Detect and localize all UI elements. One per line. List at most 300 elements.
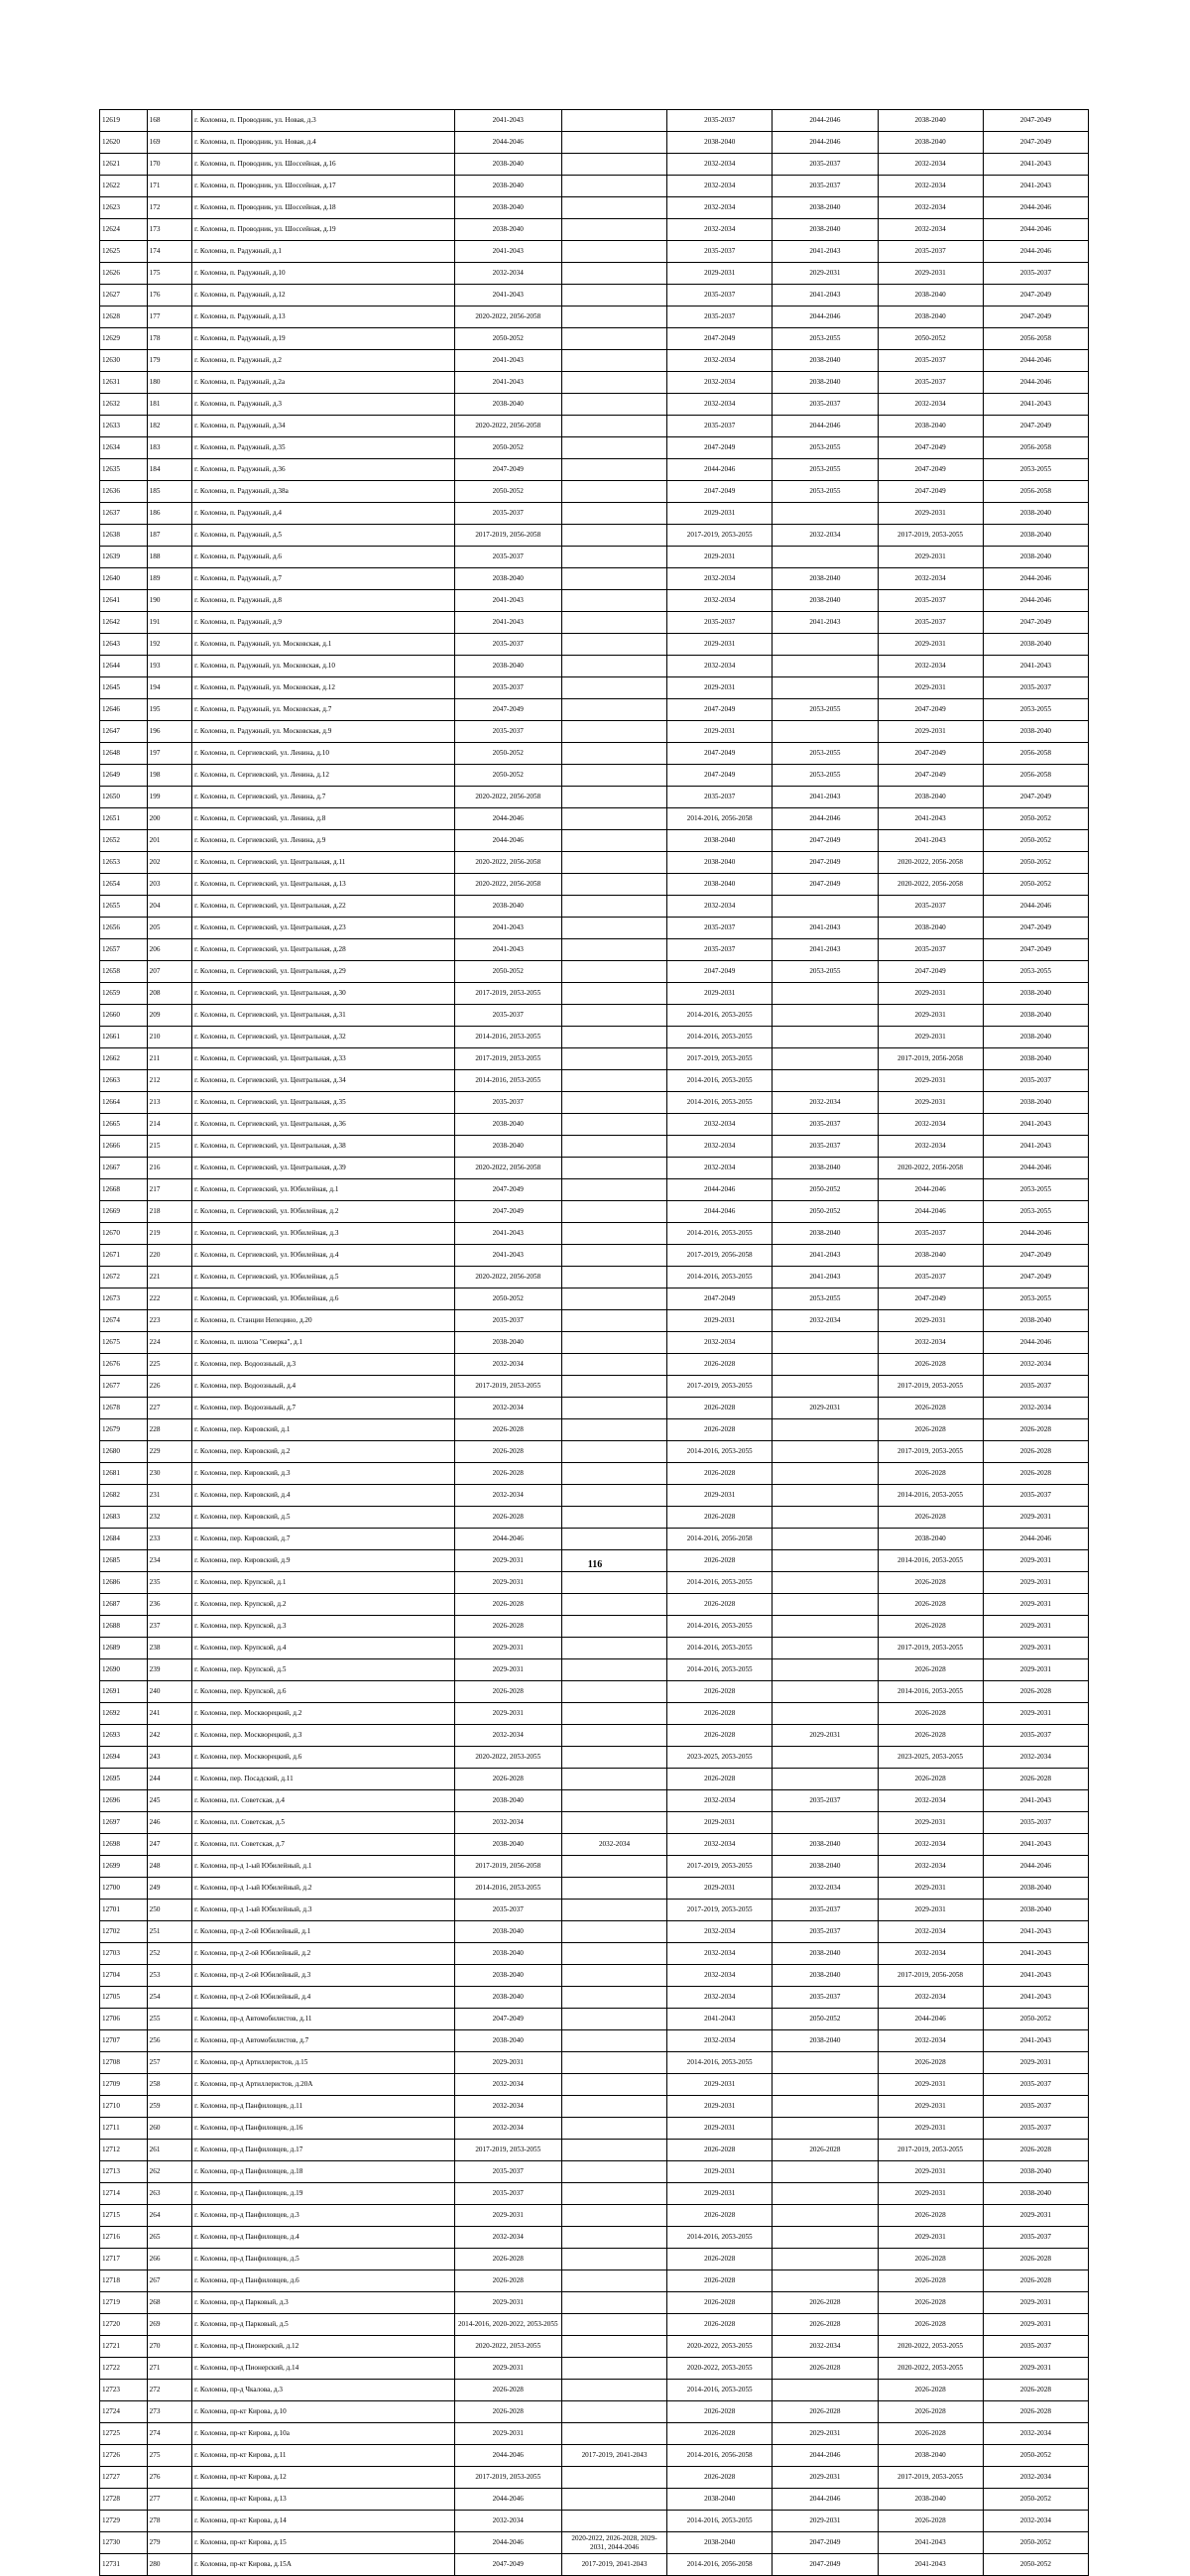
cell-period-4 xyxy=(773,656,878,677)
table-body xyxy=(100,110,1089,2576)
cell-period-3: 2029-2031 xyxy=(667,2183,773,2205)
table-row xyxy=(100,808,1089,830)
cell-period-4 xyxy=(773,1048,878,1070)
cell-item-number: 226 xyxy=(147,1376,192,1398)
cell-period-5: 2044-2046 xyxy=(878,2009,983,2030)
cell-period-1: 2026-2028 xyxy=(454,1594,561,1616)
cell-period-2 xyxy=(561,2270,666,2292)
cell-period-2 xyxy=(561,743,666,765)
cell-period-3: 2032-2034 xyxy=(667,394,773,416)
cell-period-1: 2032-2034 xyxy=(454,2074,561,2096)
cell-period-4 xyxy=(773,1027,878,1048)
cell-row-number: 12719 xyxy=(100,2292,148,2314)
cell-period-6: 2038-2040 xyxy=(983,1005,1088,1027)
cell-period-3: 2032-2034 xyxy=(667,1332,773,1354)
cell-period-3: 2029-2031 xyxy=(667,547,773,568)
cell-address: г. Коломна, пр-кт Кирова, д.10 xyxy=(192,2401,454,2423)
cell-period-2 xyxy=(561,2292,666,2314)
cell-row-number: 12669 xyxy=(100,1201,148,1223)
cell-address: г. Коломна, пр-д Панфиловцев, д.5 xyxy=(192,2249,454,2270)
cell-period-5: 2035-2037 xyxy=(878,590,983,612)
cell-item-number: 279 xyxy=(147,2532,192,2554)
cell-period-1: 2026-2028 xyxy=(454,1419,561,1441)
cell-period-1: 2020-2022, 2056-2058 xyxy=(454,1158,561,1179)
table-row xyxy=(100,2467,1089,2489)
cell-period-5: 2038-2040 xyxy=(878,2445,983,2467)
cell-address: г. Коломна, п. Сергиевский, ул. Центральная, д.23 xyxy=(192,918,454,939)
cell-period-1: 2020-2022, 2056-2058 xyxy=(454,416,561,437)
cell-period-1: 2044-2046 xyxy=(454,808,561,830)
cell-period-1: 2032-2034 xyxy=(454,2511,561,2532)
cell-period-3: 2014-2016, 2053-2055 xyxy=(667,1572,773,1594)
cell-period-4: 2035-2037 xyxy=(773,394,878,416)
cell-period-5: 2032-2034 xyxy=(878,1114,983,1136)
cell-item-number: 168 xyxy=(147,110,192,132)
cell-period-6: 2035-2037 xyxy=(983,677,1088,699)
cell-period-2 xyxy=(561,1158,666,1179)
cell-period-2 xyxy=(561,677,666,699)
cell-period-2 xyxy=(561,2511,666,2532)
cell-period-3: 2014-2016, 2053-2055 xyxy=(667,2052,773,2074)
cell-period-3: 2014-2016, 2053-2055 xyxy=(667,1027,773,1048)
cell-address: г. Коломна, пл. Советская, д.5 xyxy=(192,1812,454,1834)
cell-period-2 xyxy=(561,2336,666,2358)
cell-period-6: 2047-2049 xyxy=(983,1245,1088,1267)
table-row xyxy=(100,1354,1089,1376)
cell-period-3: 2014-2016, 2053-2055 xyxy=(667,2227,773,2249)
cell-period-1: 2044-2046 xyxy=(454,2489,561,2511)
cell-period-2 xyxy=(561,634,666,656)
cell-period-6: 2041-2043 xyxy=(983,1943,1088,1965)
cell-item-number: 241 xyxy=(147,1703,192,1725)
cell-address: г. Коломна, п. Сергиевский, ул. Центральная, д.22 xyxy=(192,896,454,918)
cell-period-6: 2038-2040 xyxy=(983,1310,1088,1332)
cell-item-number: 201 xyxy=(147,830,192,852)
cell-row-number: 12723 xyxy=(100,2380,148,2401)
table-row xyxy=(100,263,1089,285)
cell-period-1: 2047-2049 xyxy=(454,699,561,721)
cell-row-number: 12629 xyxy=(100,328,148,350)
cell-period-1: 2029-2031 xyxy=(454,1703,561,1725)
cell-item-number: 245 xyxy=(147,1790,192,1812)
cell-period-6: 2035-2037 xyxy=(983,2336,1088,2358)
cell-period-6: 2053-2055 xyxy=(983,1201,1088,1223)
cell-period-2: 2017-2019, 2041-2043 xyxy=(561,2554,666,2576)
cell-row-number: 12711 xyxy=(100,2118,148,2140)
cell-period-6: 2038-2040 xyxy=(983,1048,1088,1070)
cell-row-number: 12672 xyxy=(100,1267,148,1288)
cell-item-number: 206 xyxy=(147,939,192,961)
cell-period-5: 2026-2028 xyxy=(878,2270,983,2292)
cell-period-1: 2017-2019, 2056-2058 xyxy=(454,1856,561,1878)
table-row xyxy=(100,961,1089,983)
cell-period-4 xyxy=(773,2161,878,2183)
cell-period-5: 2026-2028 xyxy=(878,2292,983,2314)
cell-item-number: 263 xyxy=(147,2183,192,2205)
cell-item-number: 235 xyxy=(147,1572,192,1594)
cell-period-1: 2029-2031 xyxy=(454,2358,561,2380)
cell-address: г. Коломна, пер. Крупской, д.3 xyxy=(192,1616,454,1638)
cell-address: г. Коломна, пер. Кировский, д.7 xyxy=(192,1529,454,1550)
cell-period-1: 2047-2049 xyxy=(454,459,561,481)
cell-period-6: 2056-2058 xyxy=(983,765,1088,787)
cell-period-2 xyxy=(561,874,666,896)
cell-address: г. Коломна, пер. Кировский, д.3 xyxy=(192,1463,454,1485)
cell-period-1: 2038-2040 xyxy=(454,1114,561,1136)
table-row xyxy=(100,1594,1089,1616)
cell-period-4 xyxy=(773,1703,878,1725)
table-row xyxy=(100,350,1089,372)
cell-item-number: 228 xyxy=(147,1419,192,1441)
cell-period-1: 2035-2037 xyxy=(454,547,561,568)
cell-period-6: 2035-2037 xyxy=(983,1725,1088,1747)
cell-address: г. Коломна, пр-д 1-ый Юбилейный, д.2 xyxy=(192,1878,454,1900)
table-row xyxy=(100,1747,1089,1769)
cell-row-number: 12671 xyxy=(100,1245,148,1267)
table-row xyxy=(100,2270,1089,2292)
cell-period-2 xyxy=(561,1529,666,1550)
table-row xyxy=(100,2249,1089,2270)
cell-period-3: 2035-2037 xyxy=(667,307,773,328)
cell-row-number: 12643 xyxy=(100,634,148,656)
cell-item-number: 185 xyxy=(147,481,192,503)
cell-period-2 xyxy=(561,1856,666,1878)
cell-period-6: 2032-2034 xyxy=(983,1398,1088,1419)
cell-row-number: 12717 xyxy=(100,2249,148,2270)
cell-period-4: 2053-2055 xyxy=(773,699,878,721)
cell-period-1: 2032-2034 xyxy=(454,263,561,285)
table-row xyxy=(100,1769,1089,1790)
cell-address: г. Коломна, п. Сергиевский, ул. Центральная, д.13 xyxy=(192,874,454,896)
cell-period-6: 2041-2043 xyxy=(983,1136,1088,1158)
cell-period-3: 2017-2019, 2053-2055 xyxy=(667,1376,773,1398)
cell-address: г. Коломна, п. Сергиевский, ул. Центральная, д.32 xyxy=(192,1027,454,1048)
cell-period-1: 2050-2052 xyxy=(454,481,561,503)
cell-address: г. Коломна, п. Сергиевский, ул. Центральная, д.38 xyxy=(192,1136,454,1158)
table-row xyxy=(100,1878,1089,1900)
cell-period-4 xyxy=(773,2183,878,2205)
cell-address: г. Коломна, пр-д Панфиловцев, д.18 xyxy=(192,2161,454,2183)
cell-period-5: 2020-2022, 2056-2058 xyxy=(878,1158,983,1179)
cell-period-3: 2029-2031 xyxy=(667,2074,773,2096)
cell-period-3: 2029-2031 xyxy=(667,1878,773,1900)
table-row xyxy=(100,1900,1089,1921)
cell-period-5: 2038-2040 xyxy=(878,132,983,154)
cell-item-number: 195 xyxy=(147,699,192,721)
cell-address: г. Коломна, пер. Крупской, д.6 xyxy=(192,1681,454,1703)
cell-period-5: 2032-2034 xyxy=(878,1834,983,1856)
cell-item-number: 207 xyxy=(147,961,192,983)
cell-period-2: 2032-2034 xyxy=(561,1834,666,1856)
cell-period-6: 2038-2040 xyxy=(983,1878,1088,1900)
cell-period-2 xyxy=(561,2052,666,2074)
cell-period-2 xyxy=(561,2118,666,2140)
cell-address: г. Коломна, пер. Водоозныый, д.7 xyxy=(192,1398,454,1419)
cell-period-3: 2032-2034 xyxy=(667,197,773,219)
cell-address: г. Коломна, п. Проводник, ул. Шоссейная, д.17 xyxy=(192,176,454,197)
cell-period-4: 2038-2040 xyxy=(773,568,878,590)
cell-item-number: 267 xyxy=(147,2270,192,2292)
cell-item-number: 170 xyxy=(147,154,192,176)
cell-row-number: 12659 xyxy=(100,983,148,1005)
cell-period-3: 2020-2022, 2053-2055 xyxy=(667,2336,773,2358)
cell-period-2 xyxy=(561,1354,666,1376)
cell-address: г. Коломна, п. Сергиевский, ул. Центральная, д.36 xyxy=(192,1114,454,1136)
cell-period-2 xyxy=(561,590,666,612)
table-row xyxy=(100,939,1089,961)
cell-period-1: 2041-2043 xyxy=(454,1223,561,1245)
cell-row-number: 12645 xyxy=(100,677,148,699)
cell-period-1: 2047-2049 xyxy=(454,1179,561,1201)
cell-period-3: 2032-2034 xyxy=(667,896,773,918)
cell-address: г. Коломна, п. Сергиевский, ул. Центральная, д.29 xyxy=(192,961,454,983)
cell-period-6: 2038-2040 xyxy=(983,1900,1088,1921)
cell-period-1: 2032-2034 xyxy=(454,1485,561,1507)
cell-row-number: 12714 xyxy=(100,2183,148,2205)
cell-address: г. Коломна, пер. Крупской, д.4 xyxy=(192,1638,454,1659)
cell-period-1: 2020-2022, 2056-2058 xyxy=(454,852,561,874)
cell-period-6: 2053-2055 xyxy=(983,961,1088,983)
cell-period-1: 2038-2040 xyxy=(454,896,561,918)
cell-period-1: 2020-2022, 2053-2055 xyxy=(454,1747,561,1769)
table-row xyxy=(100,2314,1089,2336)
table-row xyxy=(100,656,1089,677)
cell-period-6: 2035-2037 xyxy=(983,2074,1088,2096)
cell-period-5: 2044-2046 xyxy=(878,1179,983,1201)
cell-period-4 xyxy=(773,2205,878,2227)
cell-period-5: 2038-2040 xyxy=(878,285,983,307)
cell-period-1: 2038-2040 xyxy=(454,2030,561,2052)
cell-period-4: 2050-2052 xyxy=(773,1179,878,1201)
cell-item-number: 249 xyxy=(147,1878,192,1900)
cell-period-5: 2041-2043 xyxy=(878,830,983,852)
cell-period-5: 2032-2034 xyxy=(878,1332,983,1354)
cell-item-number: 205 xyxy=(147,918,192,939)
table-row xyxy=(100,1943,1089,1965)
cell-period-4: 2032-2034 xyxy=(773,525,878,547)
cell-item-number: 218 xyxy=(147,1201,192,1223)
cell-row-number: 12716 xyxy=(100,2227,148,2249)
cell-period-1: 2020-2022, 2056-2058 xyxy=(454,307,561,328)
cell-item-number: 190 xyxy=(147,590,192,612)
cell-period-3: 2014-2016, 2053-2055 xyxy=(667,1070,773,1092)
cell-item-number: 271 xyxy=(147,2358,192,2380)
cell-period-6: 2038-2040 xyxy=(983,721,1088,743)
table-row xyxy=(100,2445,1089,2467)
table-row xyxy=(100,176,1089,197)
cell-period-1: 2050-2052 xyxy=(454,765,561,787)
cell-row-number: 12712 xyxy=(100,2140,148,2161)
cell-period-3: 2032-2034 xyxy=(667,590,773,612)
cell-period-6: 2029-2031 xyxy=(983,1594,1088,1616)
cell-item-number: 192 xyxy=(147,634,192,656)
cell-period-4: 2053-2055 xyxy=(773,328,878,350)
table-row xyxy=(100,1092,1089,1114)
cell-period-4: 2053-2055 xyxy=(773,459,878,481)
cell-row-number: 12622 xyxy=(100,176,148,197)
cell-item-number: 250 xyxy=(147,1900,192,1921)
cell-row-number: 12638 xyxy=(100,525,148,547)
cell-address: г. Коломна, п. Радужный, д.3 xyxy=(192,394,454,416)
cell-row-number: 12708 xyxy=(100,2052,148,2074)
cell-period-1: 2035-2037 xyxy=(454,1005,561,1027)
cell-period-3: 2032-2034 xyxy=(667,154,773,176)
cell-period-6: 2041-2043 xyxy=(983,1965,1088,1987)
cell-item-number: 238 xyxy=(147,1638,192,1659)
cell-address: г. Коломна, пер. Кировский, д.2 xyxy=(192,1441,454,1463)
cell-period-4: 2038-2040 xyxy=(773,1943,878,1965)
cell-address: г. Коломна, пр-д 2-ой Юбилейный, д.2 xyxy=(192,1943,454,1965)
cell-address: г. Коломна, п. Сергиевский, ул. Центральная, д.31 xyxy=(192,1005,454,1027)
cell-row-number: 12664 xyxy=(100,1092,148,1114)
cell-address: г. Коломна, п. Сергиевский, ул. Ленина, д.10 xyxy=(192,743,454,765)
table-row xyxy=(100,2030,1089,2052)
table-row xyxy=(100,1158,1089,1179)
cell-period-4 xyxy=(773,1005,878,1027)
cell-address: г. Коломна, п. Проводник, ул. Новая, д.4 xyxy=(192,132,454,154)
cell-period-6: 2047-2049 xyxy=(983,918,1088,939)
cell-period-2 xyxy=(561,721,666,743)
cell-period-3: 2032-2034 xyxy=(667,1921,773,1943)
cell-period-6: 2038-2040 xyxy=(983,525,1088,547)
cell-period-6: 2035-2037 xyxy=(983,2096,1088,2118)
cell-period-6: 2038-2040 xyxy=(983,983,1088,1005)
cell-row-number: 12688 xyxy=(100,1616,148,1638)
cell-item-number: 258 xyxy=(147,2074,192,2096)
cell-row-number: 12626 xyxy=(100,263,148,285)
cell-row-number: 12681 xyxy=(100,1463,148,1485)
cell-row-number: 12650 xyxy=(100,787,148,808)
cell-period-1: 2020-2022, 2056-2058 xyxy=(454,874,561,896)
cell-period-4 xyxy=(773,2270,878,2292)
cell-period-6: 2026-2028 xyxy=(983,1463,1088,1485)
cell-period-4: 2029-2031 xyxy=(773,2511,878,2532)
cell-item-number: 199 xyxy=(147,787,192,808)
cell-period-6: 2044-2046 xyxy=(983,568,1088,590)
table-row xyxy=(100,2140,1089,2161)
cell-row-number: 12683 xyxy=(100,1507,148,1529)
cell-period-6: 2035-2037 xyxy=(983,1070,1088,1092)
cell-period-4: 2050-2052 xyxy=(773,2009,878,2030)
cell-period-4: 2029-2031 xyxy=(773,263,878,285)
cell-period-6: 2050-2052 xyxy=(983,2532,1088,2554)
cell-period-2 xyxy=(561,416,666,437)
cell-period-3: 2032-2034 xyxy=(667,1834,773,1856)
cell-period-5: 2032-2034 xyxy=(878,2030,983,2052)
cell-period-1: 2038-2040 xyxy=(454,1987,561,2009)
cell-period-3: 2035-2037 xyxy=(667,110,773,132)
cell-period-5: 2026-2028 xyxy=(878,1463,983,1485)
cell-period-1: 2026-2028 xyxy=(454,1769,561,1790)
cell-period-2 xyxy=(561,2009,666,2030)
cell-period-6: 2029-2031 xyxy=(983,2292,1088,2314)
cell-row-number: 12725 xyxy=(100,2423,148,2445)
cell-period-5: 2014-2016, 2053-2055 xyxy=(878,1681,983,1703)
table-row xyxy=(100,2554,1089,2576)
cell-period-2 xyxy=(561,1900,666,1921)
cell-item-number: 237 xyxy=(147,1616,192,1638)
cell-period-2 xyxy=(561,1114,666,1136)
cell-period-2 xyxy=(561,1638,666,1659)
cell-period-5: 2035-2037 xyxy=(878,896,983,918)
cell-item-number: 171 xyxy=(147,176,192,197)
cell-period-4: 2044-2046 xyxy=(773,307,878,328)
cell-period-5: 2032-2034 xyxy=(878,219,983,241)
cell-period-6: 2044-2046 xyxy=(983,197,1088,219)
cell-period-5: 2029-2031 xyxy=(878,2183,983,2205)
cell-item-number: 248 xyxy=(147,1856,192,1878)
cell-period-6: 2029-2031 xyxy=(983,1550,1088,1572)
cell-period-1: 2026-2028 xyxy=(454,2249,561,2270)
cell-period-6: 2050-2052 xyxy=(983,2009,1088,2030)
cell-period-1: 2020-2022, 2056-2058 xyxy=(454,787,561,808)
cell-row-number: 12657 xyxy=(100,939,148,961)
cell-item-number: 221 xyxy=(147,1267,192,1288)
cell-period-5: 2029-2031 xyxy=(878,634,983,656)
table-row xyxy=(100,132,1089,154)
cell-period-3: 2026-2028 xyxy=(667,1419,773,1441)
cell-period-2 xyxy=(561,394,666,416)
cell-item-number: 213 xyxy=(147,1092,192,1114)
cell-row-number: 12703 xyxy=(100,1943,148,1965)
cell-period-6: 2044-2046 xyxy=(983,896,1088,918)
cell-address: г. Коломна, п. Радужный, д.38а xyxy=(192,481,454,503)
cell-period-6: 2047-2049 xyxy=(983,307,1088,328)
table-row xyxy=(100,1005,1089,1027)
cell-period-1: 2038-2040 xyxy=(454,154,561,176)
cell-item-number: 188 xyxy=(147,547,192,568)
cell-period-3: 2014-2016, 2056-2058 xyxy=(667,808,773,830)
cell-period-5: 2050-2052 xyxy=(878,328,983,350)
table-row xyxy=(100,1638,1089,1659)
cell-period-3: 2044-2046 xyxy=(667,459,773,481)
cell-period-1: 2035-2037 xyxy=(454,2183,561,2205)
cell-period-1: 2032-2034 xyxy=(454,2118,561,2140)
cell-period-6: 2041-2043 xyxy=(983,1790,1088,1812)
cell-period-1: 2029-2031 xyxy=(454,1659,561,1681)
cell-row-number: 12721 xyxy=(100,2336,148,2358)
cell-period-6: 2029-2031 xyxy=(983,1703,1088,1725)
cell-period-5: 2017-2019, 2053-2055 xyxy=(878,1441,983,1463)
cell-period-4 xyxy=(773,1747,878,1769)
cell-period-5: 2029-2031 xyxy=(878,1027,983,1048)
cell-period-2 xyxy=(561,1703,666,1725)
cell-period-2 xyxy=(561,568,666,590)
cell-row-number: 12658 xyxy=(100,961,148,983)
cell-period-1: 2050-2052 xyxy=(454,961,561,983)
cell-period-3: 2029-2031 xyxy=(667,983,773,1005)
table-row xyxy=(100,1572,1089,1594)
cell-period-3: 2038-2040 xyxy=(667,852,773,874)
cell-row-number: 12675 xyxy=(100,1332,148,1354)
table-row xyxy=(100,154,1089,176)
cell-period-1: 2038-2040 xyxy=(454,1136,561,1158)
cell-period-3: 2026-2028 xyxy=(667,2270,773,2292)
cell-period-4: 2038-2040 xyxy=(773,1856,878,1878)
cell-address: г. Коломна, п. Сергиевский, ул. Центральная, д.30 xyxy=(192,983,454,1005)
cell-period-3: 2044-2046 xyxy=(667,1201,773,1223)
cell-period-6: 2047-2049 xyxy=(983,612,1088,634)
cell-period-6: 2053-2055 xyxy=(983,1179,1088,1201)
cell-period-5: 2029-2031 xyxy=(878,1005,983,1027)
table-row xyxy=(100,1725,1089,1747)
cell-period-5: 2047-2049 xyxy=(878,765,983,787)
cell-period-1: 2026-2028 xyxy=(454,1463,561,1485)
cell-period-3: 2014-2016, 2053-2055 xyxy=(667,1441,773,1463)
cell-period-6: 2026-2028 xyxy=(983,1769,1088,1790)
cell-period-2 xyxy=(561,1943,666,1965)
cell-period-2 xyxy=(561,307,666,328)
